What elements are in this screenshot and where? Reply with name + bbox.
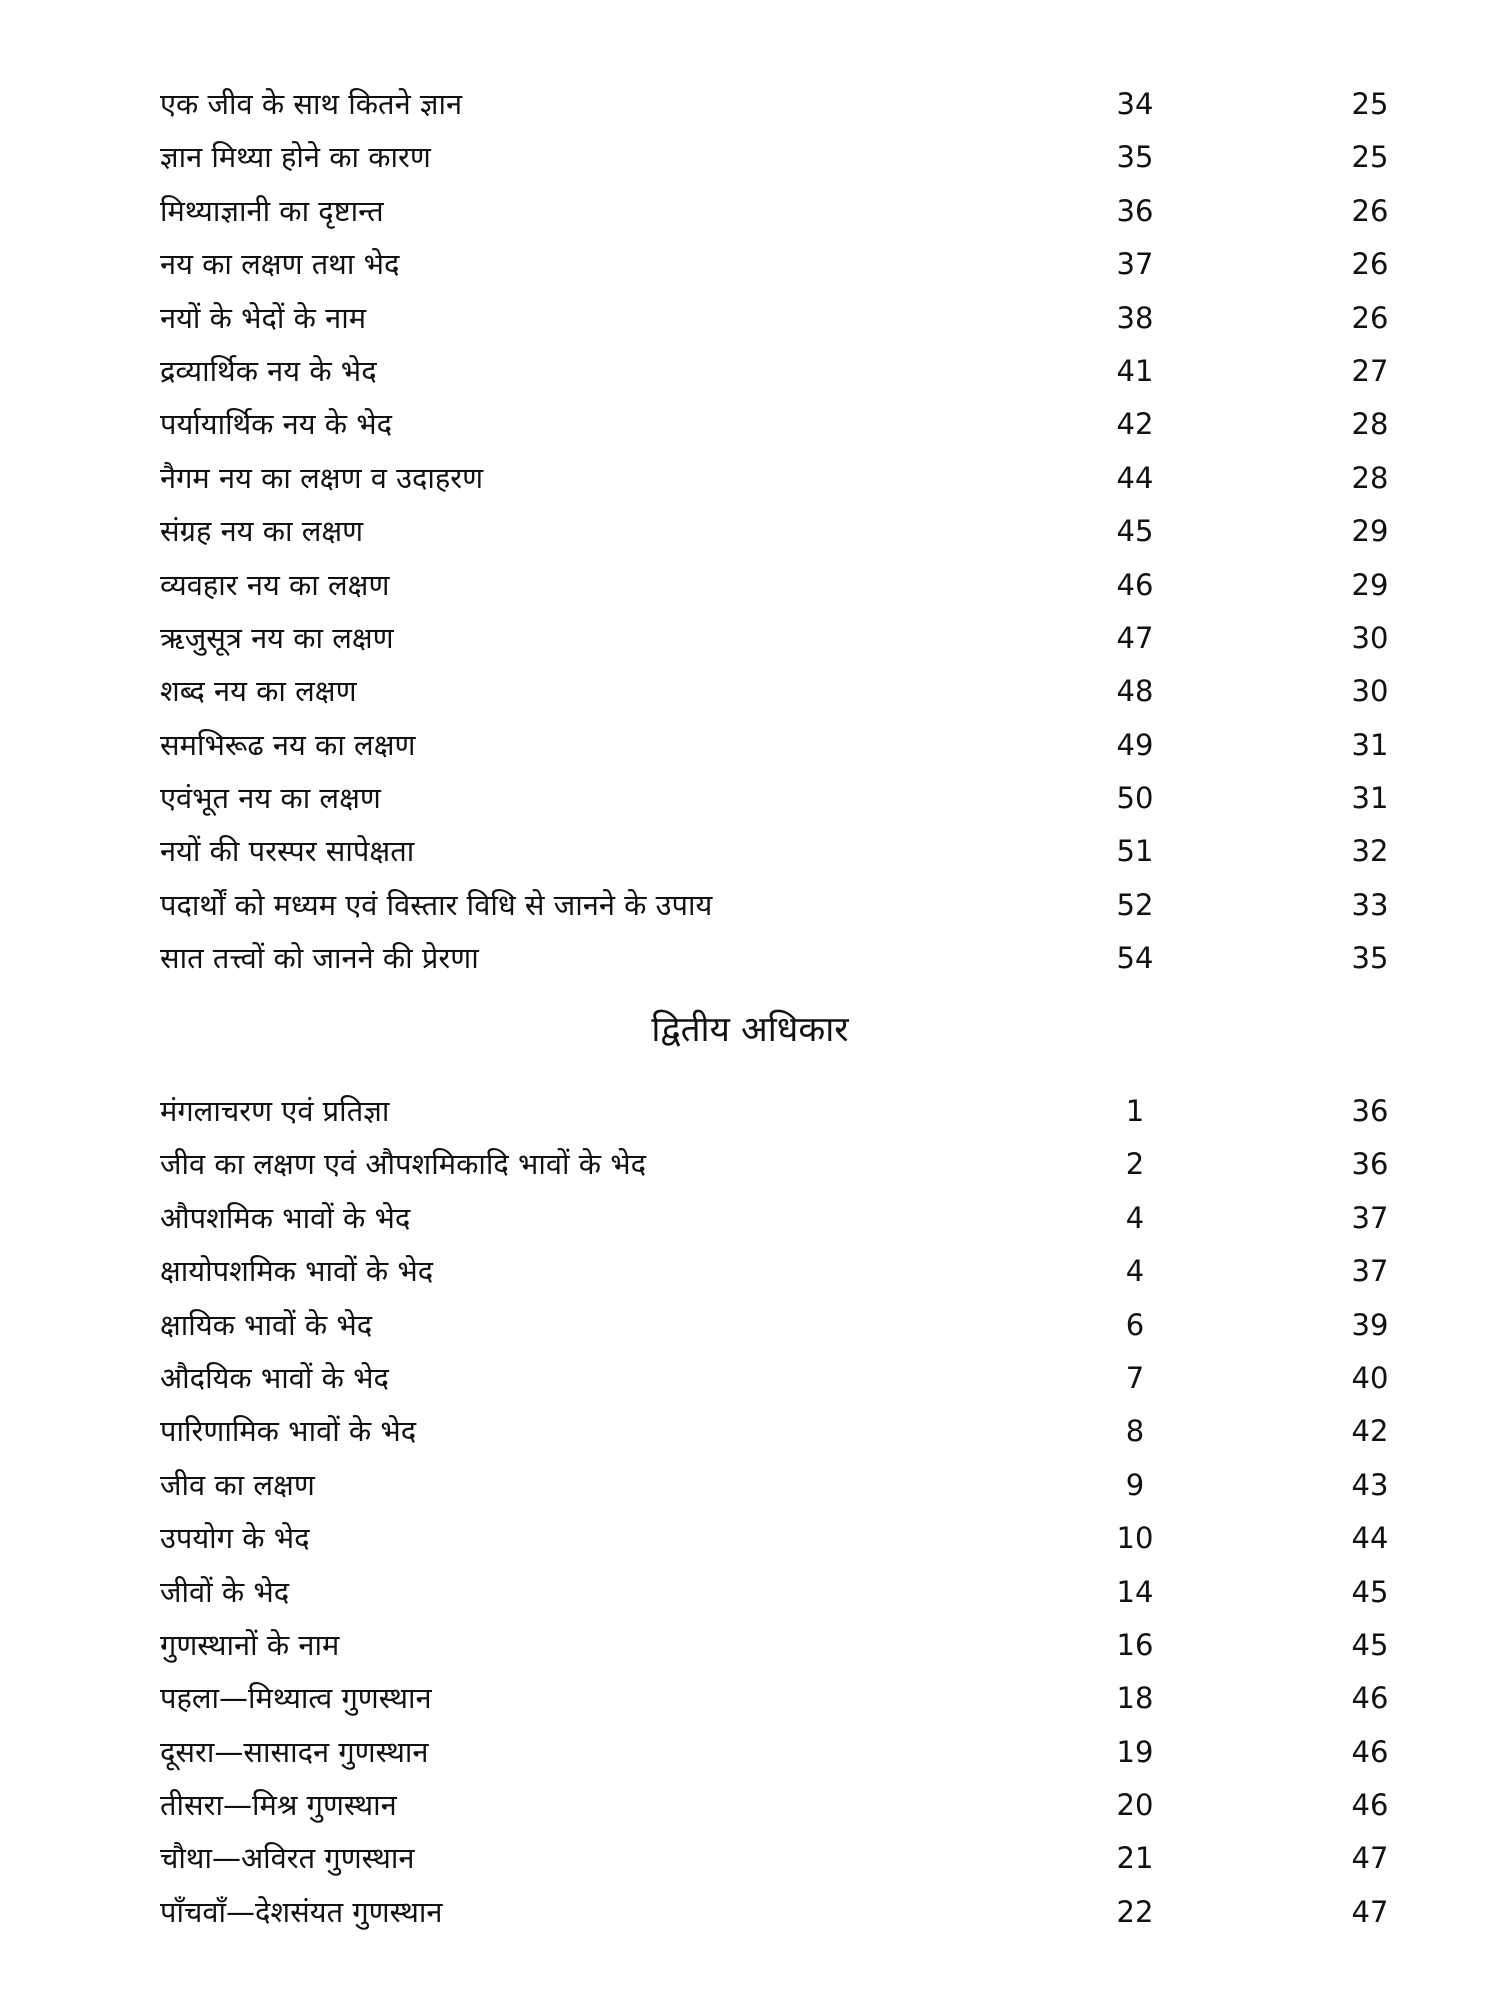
toc-entry-page-number: 42 <box>1351 1414 1389 1449</box>
toc-row <box>160 1779 1389 1832</box>
toc-row <box>160 559 1389 612</box>
toc-row <box>160 1566 1389 1619</box>
toc-entry-page-number: 26 <box>1351 247 1389 282</box>
toc-entry-page-number: 29 <box>1351 567 1389 602</box>
toc-entry-sutra-number: 46 <box>1116 567 1154 602</box>
toc-entry-sutra-number: 18 <box>1116 1681 1154 1716</box>
toc-entry-page-number: 30 <box>1351 620 1389 655</box>
toc-entry-sutra-number: 6 <box>1125 1307 1145 1342</box>
toc-entry-page-number: 25 <box>1351 87 1389 121</box>
toc-entry-sutra-number: 47 <box>1116 620 1154 655</box>
toc-entry-sutra-number: 8 <box>1125 1414 1145 1449</box>
toc-entry-title: पदार्थों को मध्यम एवं विस्तार विधि से जानने के उपाय <box>160 887 713 922</box>
section-heading: द्वितीय अधिकार <box>651 1010 849 1050</box>
toc-entry-title: शब्द नय का लक्षण <box>160 674 357 709</box>
toc-entry-title: उपयोग के भेद <box>160 1521 310 1556</box>
toc-entry-page-number: 46 <box>1351 1734 1389 1769</box>
toc-entry-sutra-number: 14 <box>1116 1574 1154 1609</box>
toc-row <box>160 292 1389 345</box>
toc-entry-title: द्रव्यार्थिक नय के भेद <box>160 353 377 388</box>
toc-entry-title: पाँचवाँ—देशसंयत गुणस्थान <box>160 1894 443 1929</box>
toc-entry-page-number: 37 <box>1351 1200 1389 1235</box>
toc-entry-title: व्यवहार नय का लक्षण <box>160 567 390 602</box>
toc-entry-title: तीसरा—मिश्र गुणस्थान <box>160 1788 397 1823</box>
toc-row <box>160 1619 1389 1672</box>
toc-entry-page-number: 26 <box>1351 193 1389 228</box>
toc-entry-title: गुणस्थानों के नाम <box>160 1627 340 1662</box>
toc-entry-page-number: 27 <box>1351 353 1389 388</box>
toc-row <box>160 1405 1389 1458</box>
toc-entry-sutra-number: 49 <box>1116 727 1154 762</box>
toc-entry-page-number: 29 <box>1351 514 1389 549</box>
toc-entry-sutra-number: 35 <box>1116 140 1154 175</box>
toc-row <box>160 1886 1389 1939</box>
toc-entry-sutra-number: 36 <box>1116 193 1154 228</box>
toc-row <box>160 238 1389 291</box>
toc-entry-page-number: 25 <box>1351 140 1389 175</box>
toc-entry-title: नयों की परस्पर सापेक्षता <box>160 834 415 869</box>
toc-entry-sutra-number: 50 <box>1116 781 1154 816</box>
toc-entry-title: नय का लक्षण तथा भेद <box>160 247 400 282</box>
toc-entry-page-number: 28 <box>1351 460 1389 495</box>
toc-entry-sutra-number: 21 <box>1116 1841 1154 1876</box>
toc-entry-sutra-number: 52 <box>1116 887 1154 922</box>
toc-entry-page-number: 36 <box>1351 1094 1389 1128</box>
toc-entry-page-number: 46 <box>1351 1788 1389 1823</box>
toc-entry-title: औदयिक भावों के भेद <box>160 1360 389 1395</box>
toc-entry-sutra-number: 4 <box>1125 1254 1145 1289</box>
toc-entry-sutra-number: 48 <box>1116 674 1154 709</box>
toc-entry-title: मिथ्याज्ञानी का दृष्टान्त <box>160 193 384 228</box>
toc-entry-page-number: 31 <box>1351 781 1389 816</box>
toc-entry-sutra-number: 22 <box>1116 1894 1154 1929</box>
toc-entry-page-number: 44 <box>1351 1521 1389 1556</box>
toc-entry-page-number: 33 <box>1351 887 1389 922</box>
toc-entry-sutra-number: 9 <box>1125 1467 1145 1502</box>
toc-row <box>160 345 1389 398</box>
toc-entry-title: नैगम नय का लक्षण व उदाहरण <box>160 460 484 495</box>
toc-entry-sutra-number: 34 <box>1116 87 1154 121</box>
toc-entry-page-number: 40 <box>1351 1360 1389 1395</box>
toc-entry-page-number: 37 <box>1351 1254 1389 1289</box>
toc-entry-page-number: 46 <box>1351 1681 1389 1716</box>
toc-row <box>160 665 1389 718</box>
toc-entry-title: औपशमिक भावों के भेद <box>160 1200 411 1235</box>
toc-entry-title: ज्ञान मिथ्या होने का कारण <box>160 140 431 175</box>
toc-entry-sutra-number: 44 <box>1116 460 1154 495</box>
toc-entry-title: ऋजुसूत्र नय का लक्षण <box>160 620 394 655</box>
toc-entry-sutra-number: 45 <box>1116 514 1154 549</box>
toc-entry-title: नयों के भेदों के नाम <box>160 300 367 335</box>
toc-entry-title: जीव का लक्षण एवं औपशमिकादि भावों के भेद <box>160 1147 647 1182</box>
toc-entry-title: जीव का लक्षण <box>160 1467 315 1502</box>
toc-entry-page-number: 39 <box>1351 1307 1389 1342</box>
toc-row <box>160 131 1389 184</box>
toc-entry-page-number: 36 <box>1351 1147 1389 1182</box>
toc-group-pratham <box>160 78 1389 986</box>
toc-entry-page-number: 45 <box>1351 1627 1389 1662</box>
toc-entry-title: संग्रह नय का लक्षण <box>160 514 364 549</box>
toc-entry-sutra-number: 41 <box>1116 353 1154 388</box>
toc-entry-title: सात तत्त्वों को जानने की प्रेरणा <box>160 941 479 976</box>
toc-entry-sutra-number: 10 <box>1116 1521 1154 1556</box>
toc-row <box>160 772 1389 825</box>
toc-row <box>160 1459 1389 1512</box>
toc-entry-title: पारिणामिक भावों के भेद <box>160 1414 417 1449</box>
toc-row <box>160 1832 1389 1885</box>
toc-entry-title: मंगलाचरण एवं प्रतिज्ञा <box>160 1094 390 1128</box>
toc-entry-sutra-number: 7 <box>1125 1360 1145 1395</box>
toc-entry-sutra-number: 51 <box>1116 834 1154 869</box>
toc-entry-sutra-number: 54 <box>1116 941 1154 976</box>
toc-row <box>160 825 1389 878</box>
toc-entry-sutra-number: 20 <box>1116 1788 1154 1823</box>
toc-entry-title: पहला—मिथ्यात्व गुणस्थान <box>160 1681 432 1716</box>
toc-row <box>160 185 1389 238</box>
toc-entry-title: पर्यायार्थिक नय के भेद <box>160 407 393 442</box>
toc-entry-page-number: 35 <box>1351 941 1389 976</box>
toc-row <box>160 398 1389 451</box>
toc-row <box>160 1138 1389 1191</box>
toc-entry-sutra-number: 4 <box>1125 1200 1145 1235</box>
toc-entry-title: चौथा—अविरत गुणस्थान <box>160 1841 415 1876</box>
toc-entry-title: समभिरूढ नय का लक्षण <box>160 727 416 762</box>
toc-row <box>160 78 1389 131</box>
toc-entry-title: दूसरा—सासादन गुणस्थान <box>160 1734 429 1769</box>
toc-entry-page-number: 26 <box>1351 300 1389 335</box>
toc-entry-title: एवंभूत नय का लक्षण <box>160 781 381 816</box>
toc-entry-sutra-number: 2 <box>1125 1147 1145 1182</box>
toc-entry-page-number: 47 <box>1351 1841 1389 1876</box>
toc-entry-title: क्षायोपशमिक भावों के भेद <box>160 1254 434 1289</box>
toc-row <box>160 1512 1389 1565</box>
toc-entry-title: जीवों के भेद <box>160 1574 290 1609</box>
toc-row <box>160 1726 1389 1779</box>
toc-entry-title: एक जीव के साथ कितने ज्ञान <box>160 87 463 121</box>
toc-entry-page-number: 31 <box>1351 727 1389 762</box>
toc-row <box>160 1245 1389 1298</box>
toc-row <box>160 505 1389 558</box>
toc-row <box>160 719 1389 772</box>
toc-entry-sutra-number: 16 <box>1116 1627 1154 1662</box>
toc-entry-page-number: 45 <box>1351 1574 1389 1609</box>
toc-entry-sutra-number: 37 <box>1116 247 1154 282</box>
toc-row <box>160 1192 1389 1245</box>
toc-entry-page-number: 47 <box>1351 1894 1389 1929</box>
toc-row <box>160 1672 1389 1725</box>
toc-row <box>160 1299 1389 1352</box>
toc-entry-sutra-number: 19 <box>1116 1734 1154 1769</box>
toc-entry-page-number: 32 <box>1351 834 1389 869</box>
toc-entry-page-number: 30 <box>1351 674 1389 709</box>
toc-entry-title: क्षायिक भावों के भेद <box>160 1307 373 1342</box>
toc-row <box>160 879 1389 932</box>
toc-row <box>160 932 1389 985</box>
toc-entry-page-number: 28 <box>1351 407 1389 442</box>
toc-entry-page-number: 43 <box>1351 1467 1389 1502</box>
toc-row <box>160 612 1389 665</box>
toc-row <box>160 1085 1389 1138</box>
toc-group-dvitiya <box>160 1085 1389 1939</box>
toc-entry-sutra-number: 42 <box>1116 407 1154 442</box>
toc-entry-sutra-number: 38 <box>1116 300 1154 335</box>
toc-row <box>160 452 1389 505</box>
toc-entry-sutra-number: 1 <box>1125 1094 1145 1128</box>
toc-row <box>160 1352 1389 1405</box>
